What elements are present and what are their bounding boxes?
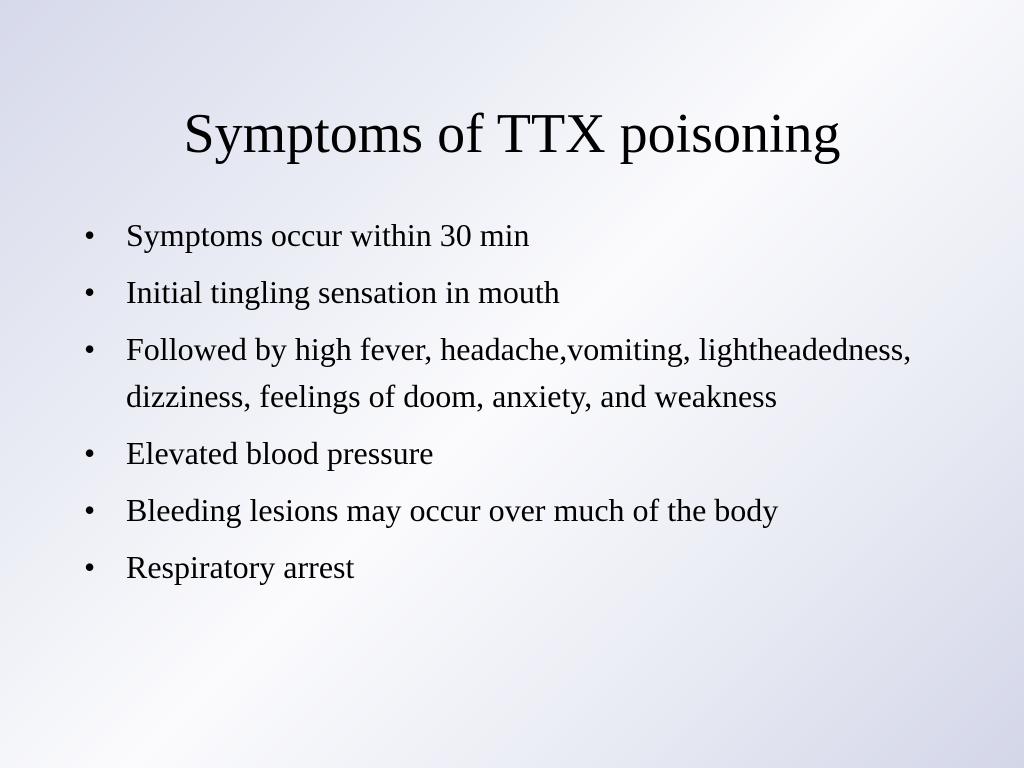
bullet-text: Followed by high fever, headache,vomiting, lightheadedness, dizziness, feelings of doom, anxiety, and weakness [126,331,912,414]
list-item [84,487,984,534]
bullet-icon: • [84,217,96,253]
slide-title: Symptoms of TTX poisoning [183,103,841,165]
list-item [84,326,984,420]
bullet-icon: • [84,331,96,367]
list-item [84,544,984,591]
bullet-list [84,212,984,601]
bullet-text: Initial tingling sensation in mouth [126,274,560,310]
list-item [84,212,984,259]
bullet-icon: • [84,492,96,528]
bullet-icon: • [84,549,96,585]
list-item [84,269,984,316]
bullet-text: Symptoms occur within 30 min [126,217,530,253]
bullet-text: Elevated blood pressure [126,435,434,471]
bullet-text: Respiratory arrest [126,549,355,585]
bullet-text: Bleeding lesions may occur over much of the body [126,492,779,528]
bullet-icon: • [84,274,96,310]
list-item [84,430,984,477]
bullet-icon: • [84,435,96,471]
